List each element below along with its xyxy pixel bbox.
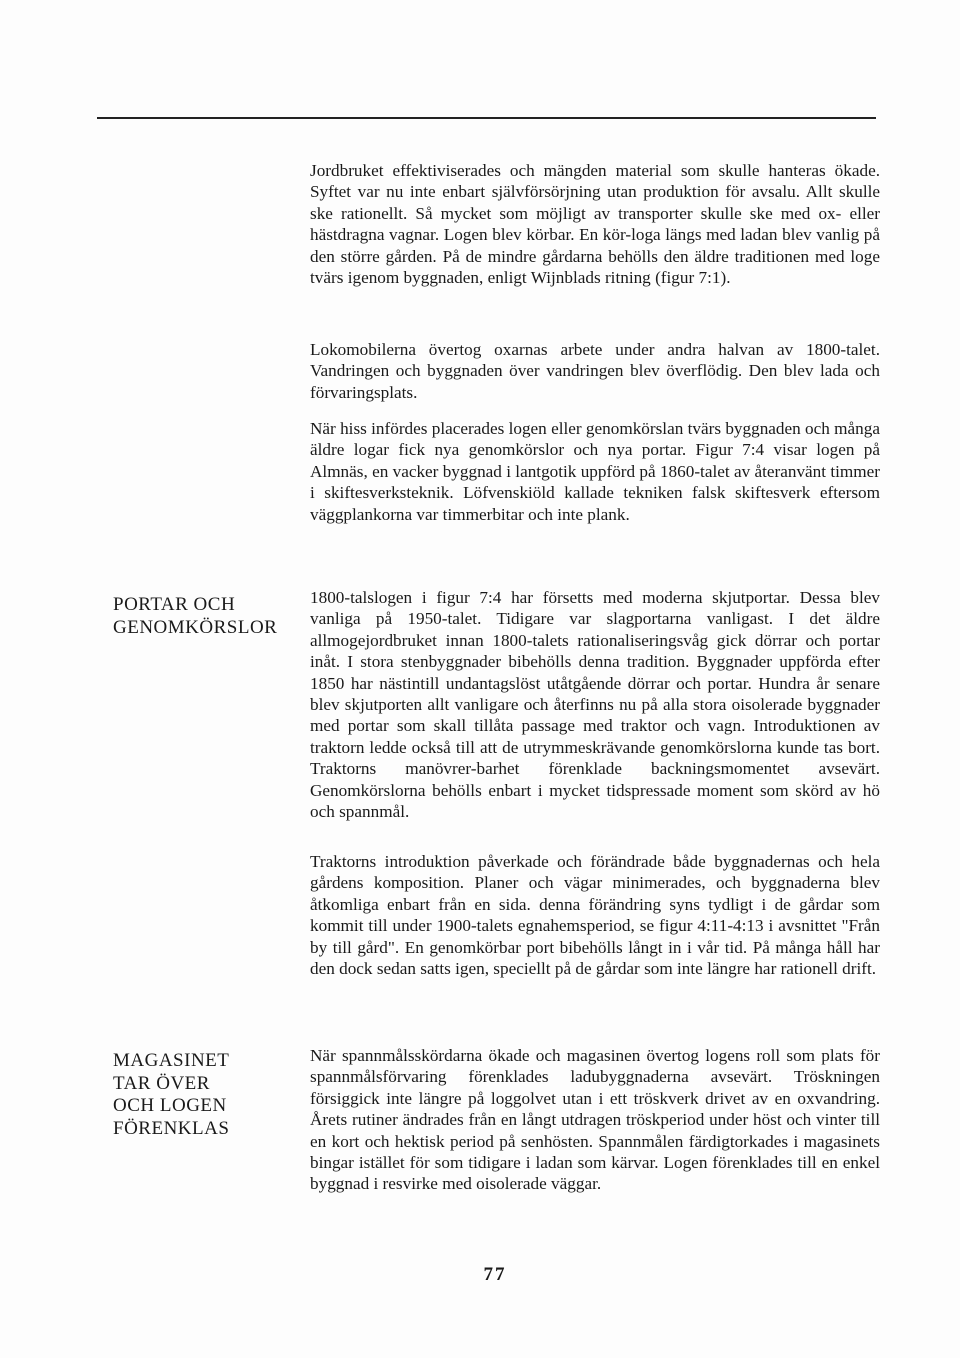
section-heading-line: OCH LOGEN [113, 1095, 227, 1116]
section-heading-line: MAGASINET [113, 1050, 230, 1071]
page-number: 77 [483, 1264, 507, 1285]
paragraph-1: Jordbruket effektiviserades och mängden material som skulle hanteras ökade. Syftet var nu inte enbart självförsörjning utan produktion för avsalu. Allt skulle ske rationellt. Så mycket som möjligt av transporter skulle ske med ox- eller hästdragna vagnar. Logen blev körbar. En kör-loga längs med ladan blev vanlig på den större gården. På de mindre gårdarna behölls den äldre traditionen med loge tvärs igenom byggnaden, enligt Wijnblads ritning (figur 7:1). [310, 161, 880, 288]
paragraph-4: 1800-talslogen i figur 7:4 har försetts med moderna skjutportar. Dessa blev vanliga på 1950-talet. Tidigare var slagportarna vanligast. I det äldre allmogejordbruket innan 1800-talets rationaliseringsvåg gick dörrar och portar inåt. I stora stenbyggnader bibehölls denna tradition. Byggnader uppförda efter 1850 har nästintill undantagslöst utåtgående dörrar och portar. Hundra år senare blev skjutporten allt vanligare och återfinns nu på alla stora oisolerade byggnader med portar som skall tillåta passage med traktor och vagn. Introduktionen av traktorn ledde också till att de utrymmeskrävande genomkörslorna kunde tas bort. Traktorns manövrer-barhet förenklade backningsmomentet avsevärt. Genomkörslorna behölls enbart i mycket tidspressade moment som skörd av hö och spannmål. [310, 588, 880, 822]
paragraph-5: Traktorns introduktion påverkade och förändrade både byggnadernas och hela gårdens komposition. Planer och vägar minimerades, och byggnaderna blev åtkomliga enbart från en sida. denna förändring syns tydligt i de gårdar som kommit till under 1900-talets egnahemsperiod, se figur 4:11-4:13 i avsnittet "Från by till gård". En genomkörbar port bibehölls långt in i vår tid. På många håll har den dock sedan satts igen, speciellt på de gårdar som inte längre har rationell drift. [310, 852, 880, 979]
section-heading-portar [113, 594, 303, 639]
section-heading-line: GENOMKÖRSLOR [113, 616, 278, 638]
paragraph-6: När spannmålsskördarna ökade och magasinen övertog logens roll som plats för spannmålsförvaring förenklades ladubyggnaderna avsevärt. Tröskningen försiggick inte längre på loggolvet utan i ett tröskverk drivet av en oxvandring. Årets rutiner ändrades från en långt utdragen tröskperiod under höst och vinter till en kort och hektisk period på senhösten. Spannmålen färdigtorkades i magasinets bingar istället för som tidigare i ladan som kärvar. Logen förenklades till en enkel byggnad i resvirke med oisolerade väggar. [310, 1046, 880, 1194]
section-heading-magasinet [113, 1050, 303, 1140]
section-heading-line: PORTAR OCH [113, 594, 236, 615]
section-heading-line: FÖRENKLAS [113, 1117, 230, 1139]
section-heading-line: TAR ÖVER [113, 1072, 210, 1094]
paragraph-2: Lokomobilerna övertog oxarnas arbete under andra halvan av 1800-talet. Vandringen och byggnaden över vandringen blev överflödig. Den blev lada och förvaringsplats. [310, 340, 880, 402]
paragraph-3: När hiss infördes placerades logen eller genomkörslan tvärs byggnaden och många äldre logar fick nya genomkörslor och nya portar. Figur 7:4 visar logen på Almnäs, en vacker byggnad i lantgotik uppförd på 1860-talet av återanvänt timmer i skiftesverksteknik. Löfvenskiöld kallade tekniken falsk skiftesverk eftersom väggplankorna var timmerbitar och inte plank. [310, 419, 880, 524]
header-rule [97, 117, 876, 119]
